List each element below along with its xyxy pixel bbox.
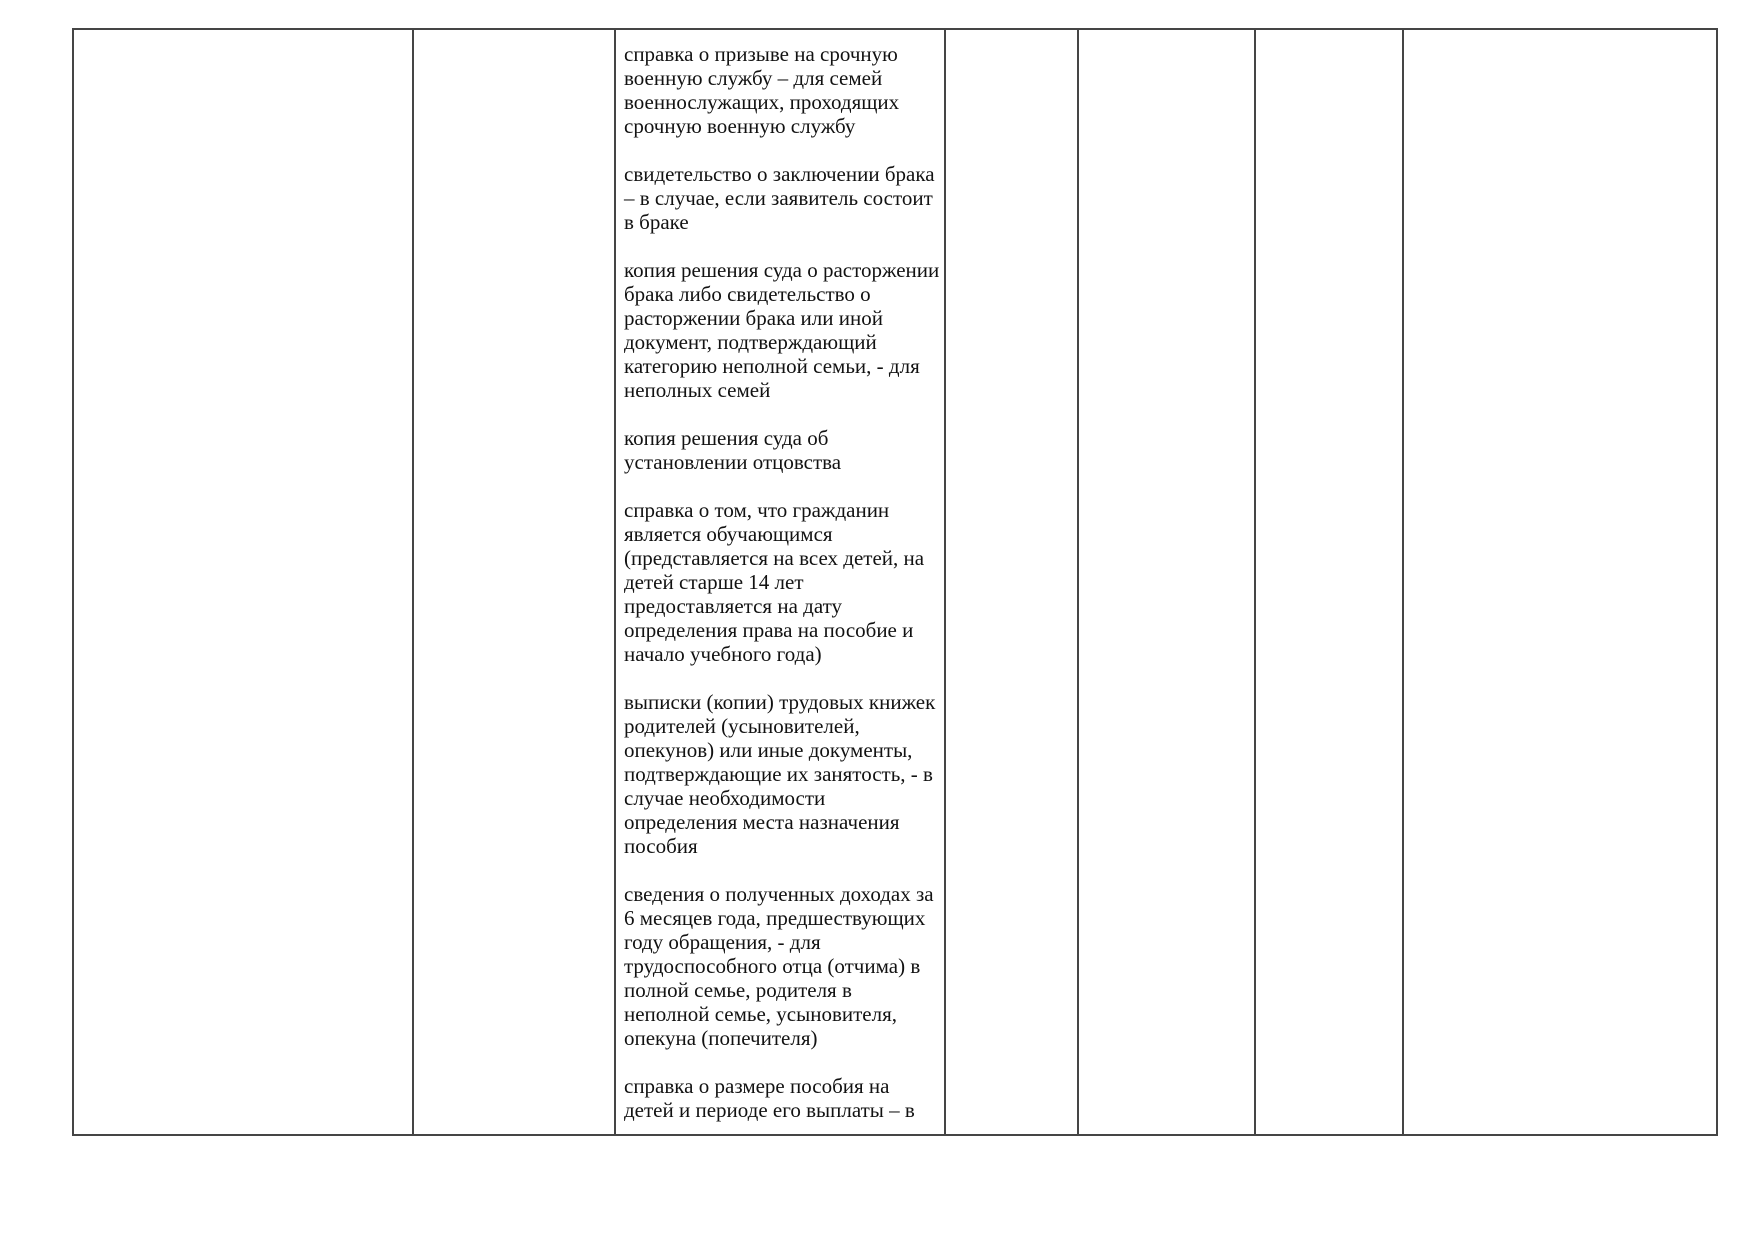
document-requirement-paragraph: сведения о полученных доходах за 6 месяцев года, предшествующих году обращения, - для трудоспособного отца (отчима) в полной семье, родителя в неполной семье, усыновителя, опекуна (попечителя) xyxy=(624,882,934,1050)
table-cell-empty-5 xyxy=(1256,30,1404,1134)
document-requirement-paragraph: копия решения суда о расторжении брака либо свидетельство о расторжении брака или иной документ, подтверждающий категорию неполной семьи, - для неполных семей xyxy=(624,258,940,402)
table-cell-empty-3 xyxy=(946,30,1079,1134)
document-requirement-paragraph: копия решения суда об установлении отцовства xyxy=(624,426,842,474)
document-requirement-paragraph: выписки (копии) трудовых книжек родителей (усыновителей, опекунов) или иные документы, подтверждающие их занятость, - в случае необходимости определения места назначения пособия xyxy=(624,690,936,858)
table-cell-documents xyxy=(616,30,946,1134)
document-table xyxy=(72,28,1718,1136)
table-cell-empty-1 xyxy=(74,30,414,1134)
table-cell-empty-6 xyxy=(1404,30,1716,1134)
document-requirement-paragraph: свидетельство о заключении брака – в случае, если заявитель состоит в браке xyxy=(624,162,935,234)
table-cell-empty-2 xyxy=(414,30,616,1134)
document-requirement-paragraph: справка о призыве на срочную военную службу – для семей военнослужащих, проходящих срочную военную службу xyxy=(624,42,900,138)
table-cell-empty-4 xyxy=(1079,30,1256,1134)
document-requirement-paragraph: справка о том, что гражданин является обучающимся (представляется на всех детей, на детей старше 14 лет предоставляется на дату определения права на пособие и начало учебного года) xyxy=(624,498,925,666)
document-requirement-paragraph: справка о размере пособия на детей и периоде его выплаты – в xyxy=(624,1074,915,1122)
